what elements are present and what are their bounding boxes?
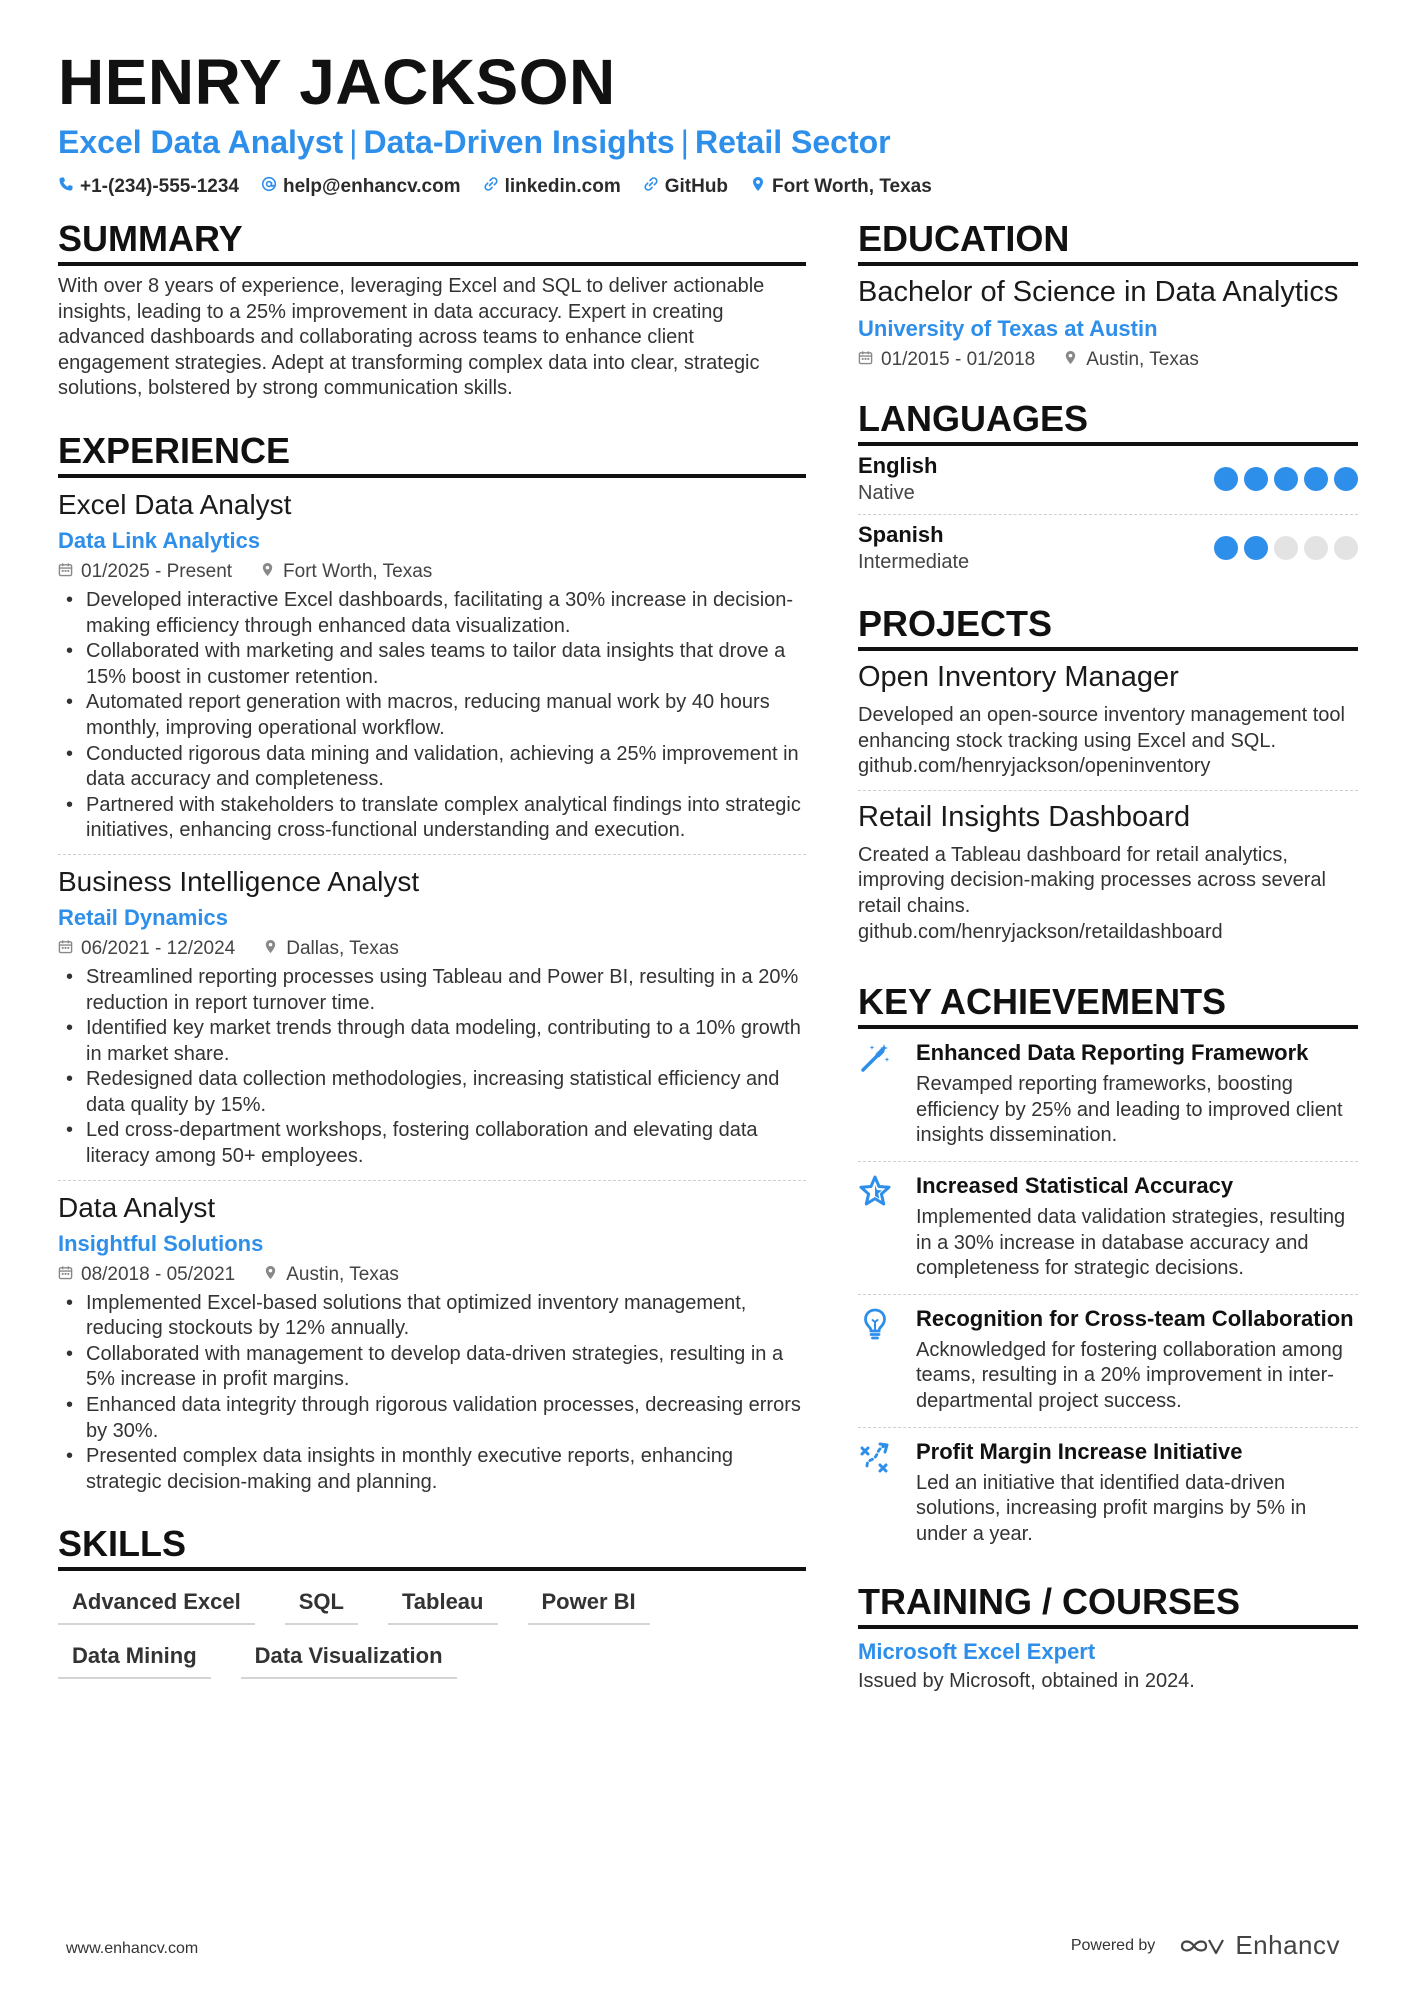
job-dates-text: 01/2025 - Present [81, 560, 233, 582]
job-bullet: • Enhanced data integrity through rigorous validation processes, decreasing errors by 30%. [58, 1393, 806, 1444]
education-heading: EDUCATION [858, 218, 1358, 266]
language-name: Spanish [858, 522, 944, 547]
job-location [260, 560, 432, 584]
education-dates-text: 01/2015 - 01/2018 [881, 349, 1036, 370]
job-entry [58, 855, 806, 1181]
language-name: English [858, 453, 938, 478]
achievement-item [858, 1295, 1358, 1428]
project-description [858, 703, 1358, 780]
contact-email[interactable] [261, 176, 461, 198]
contact-linkedin[interactable] [483, 176, 621, 198]
achievement-description: Acknowledged for fostering collaboration among teams, resulting in a 20% improvement in inter-departmental project success. [916, 1338, 1343, 1412]
project-desc-text: Created a Tableau dashboard for retail analytics, improving decision-making processes across several retail chains. [858, 843, 1326, 917]
location-pin-icon [260, 560, 275, 584]
projects-heading: PROJECTS [858, 603, 1358, 651]
experience-section [58, 430, 806, 1505]
education-section [858, 218, 1358, 372]
project-item [858, 791, 1358, 955]
calendar-icon [58, 1263, 73, 1287]
job-location-text: Fort Worth, Texas [283, 560, 433, 582]
rating-dot-filled [1304, 467, 1328, 491]
job-bullet: • Streamlined reporting processes using Tableau and Power BI, resulting in a 20% reduction in report turnover time. [58, 965, 806, 1016]
summary-text: With over 8 years of experience, leveraging Excel and SQL to deliver actionable insights, leading to a 25% improvement in data accuracy. Expert in creating advanced dashboards and collaborating across teams to enhance client engagement strategies. Adept at transforming complex data into clear, strategic solutions, bolstered by strong communication skills. [58, 275, 765, 400]
headline [58, 122, 1358, 162]
headline-separator: | [349, 124, 358, 160]
achievement-item [858, 1029, 1358, 1162]
projects-section [858, 603, 1358, 955]
achievements-heading: KEY ACHIEVEMENTS [858, 981, 1358, 1029]
achievement-item [858, 1428, 1358, 1560]
job-title: Excel Data Analyst [58, 488, 292, 520]
contact-bar [58, 176, 1358, 198]
resume-header [58, 48, 1358, 198]
project-desc-text: Developed an open-source inventory management tool enhancing stock tracking using Excel and SQL. [858, 704, 1345, 752]
achievement-description: Led an initiative that identified data-driven solutions, increasing profit margins by 5% in under a year. [916, 1471, 1307, 1545]
lightbulb-icon [858, 1305, 898, 1415]
job-bullet: • Redesigned data collection methodologies, increasing statistical efficiency and data quality by 15%. [58, 1067, 806, 1118]
job-entry [58, 478, 806, 855]
job-bullet: • Led cross-department workshops, fostering collaboration and elevating data literacy among 50+ employees. [58, 1118, 806, 1169]
achievement-title: Recognition for Cross-team Collaboration [916, 1305, 1354, 1331]
right-column [858, 218, 1358, 1695]
star-icon [858, 1172, 898, 1282]
rating-dot-filled [1244, 467, 1268, 491]
location-pin-icon [263, 1263, 278, 1287]
headline-part-1: Excel Data Analyst [58, 124, 344, 160]
skill-tag: Power BI [528, 1585, 650, 1625]
link-icon [643, 176, 659, 198]
job-bullets [58, 1291, 806, 1496]
education-location [1063, 348, 1199, 372]
language-level: Intermediate [858, 551, 970, 573]
project-title: Retail Insights Dashboard [858, 800, 1191, 833]
calendar-icon [58, 937, 73, 961]
skill-tag: Advanced Excel [58, 1585, 255, 1625]
job-location [263, 937, 399, 961]
footer-branding [1071, 1930, 1340, 1961]
rating-dot-empty [1334, 536, 1358, 560]
job-bullet: • Partnered with stakeholders to translate complex analytical findings into strategic initiatives, enhancing cross-functional understanding and execution. [58, 793, 806, 844]
achievement-description: Implemented data validation strategies, resulting in a 30% increase in database accuracy and completeness for strategic decisions. [916, 1205, 1346, 1280]
phone-icon [58, 176, 74, 198]
job-bullet: • Collaborated with marketing and sales teams to tailor data insights that drove a 15% boost in customer retention. [58, 639, 806, 690]
magic-wand-icon [858, 1039, 898, 1149]
brand-name: Enhancv [1235, 1930, 1340, 1960]
skills-section [58, 1523, 806, 1679]
linkedin-text: linkedin.com [504, 176, 621, 197]
enhancv-logo-icon [1179, 1934, 1225, 1958]
job-bullets [58, 588, 806, 844]
achievement-title: Profit Margin Increase Initiative [916, 1438, 1243, 1464]
rating-dot-empty [1304, 536, 1328, 560]
language-level: Native [858, 482, 915, 504]
location-text: Fort Worth, Texas [772, 176, 932, 197]
rating-dot-filled [1214, 467, 1238, 491]
skill-tag: Tableau [388, 1585, 498, 1625]
job-bullet: • Implemented Excel-based solutions that optimized inventory management, reducing stockouts by 12% annually. [58, 1291, 806, 1342]
achievement-title: Increased Statistical Accuracy [916, 1172, 1234, 1198]
email-text: help@enhancv.com [282, 176, 461, 197]
rating-dot-filled [1244, 536, 1268, 560]
headline-separator: | [680, 124, 689, 160]
job-dates-text: 06/2021 - 12/2024 [81, 937, 236, 959]
training-section [858, 1581, 1358, 1695]
rating-dot-filled [1274, 467, 1298, 491]
job-entry [58, 1181, 806, 1506]
rating-dot-empty [1274, 536, 1298, 560]
job-title: Data Analyst [58, 1191, 216, 1223]
experience-heading: EXPERIENCE [58, 430, 806, 478]
job-location [263, 1263, 399, 1287]
github-text: GitHub [664, 176, 729, 197]
job-bullet: • Presented complex data insights in monthly executive reports, enhancing strategic decision-making and planning. [58, 1444, 806, 1495]
at-icon [261, 176, 277, 198]
job-location-text: Austin, Texas [286, 1263, 399, 1285]
job-title: Business Intelligence Analyst [58, 865, 420, 897]
calendar-icon [58, 560, 73, 584]
candidate-name: HENRY JACKSON [58, 46, 616, 118]
strategy-icon [858, 1438, 898, 1548]
school-name: University of Texas at Austin [858, 316, 1158, 341]
summary-heading: SUMMARY [58, 218, 806, 266]
course-description: Issued by Microsoft, obtained in 2024. [858, 1670, 1195, 1693]
skill-tag: SQL [285, 1585, 358, 1625]
headline-part-3: Retail Sector [694, 124, 891, 160]
rating-dot-filled [1214, 536, 1238, 560]
contact-github[interactable] [643, 176, 728, 198]
left-column [58, 218, 806, 1679]
link-icon [483, 176, 499, 198]
education-location-text: Austin, Texas [1086, 349, 1199, 370]
job-dates [58, 937, 235, 961]
powered-by-label: Powered by [1070, 1936, 1156, 1954]
languages-heading: LANGUAGES [858, 398, 1358, 446]
course-name: Microsoft Excel Expert [858, 1639, 1096, 1665]
summary-section [58, 218, 806, 402]
job-dates-text: 08/2018 - 05/2021 [81, 1263, 236, 1285]
rating-dot-filled [1334, 467, 1358, 491]
contact-location [750, 176, 932, 198]
language-rating [1214, 467, 1358, 491]
contact-phone[interactable] [58, 176, 239, 198]
job-meta [58, 560, 806, 584]
location-pin-icon [1063, 348, 1078, 372]
location-pin-icon [263, 937, 278, 961]
headline-part-2: Data-Driven Insights [363, 124, 675, 160]
achievement-title: Enhanced Data Reporting Framework [916, 1040, 1309, 1066]
language-item [858, 446, 1358, 515]
footer-website[interactable]: www.enhancv.com [66, 1940, 199, 1957]
achievements-section [858, 981, 1358, 1559]
skills-list [58, 1585, 806, 1679]
project-item [858, 651, 1358, 791]
company-name: Data Link Analytics [58, 527, 261, 553]
skills-heading: SKILLS [58, 1523, 806, 1571]
job-location-text: Dallas, Texas [286, 937, 399, 959]
calendar-icon [858, 348, 873, 372]
languages-section [858, 398, 1358, 583]
job-bullet: • Automated report generation with macros, reducing manual work by 40 hours monthly, improving operational workflow. [58, 690, 806, 741]
company-name: Retail Dynamics [58, 904, 228, 930]
job-bullet: • Identified key market trends through data modeling, contributing to a 10% growth in market share. [58, 1016, 806, 1067]
degree-title: Bachelor of Science in Data Analytics [858, 276, 1339, 308]
job-bullet: • Developed interactive Excel dashboards, facilitating a 30% increase in decision-making efficiency through enhanced data visualization. [58, 588, 806, 639]
project-link[interactable]: github.com/henryjackson/retaildashboard [858, 920, 1223, 943]
project-description [858, 843, 1358, 945]
location-pin-icon [750, 176, 766, 198]
enhancv-logo[interactable] [1179, 1930, 1340, 1961]
job-bullet: • Collaborated with management to develop data-driven strategies, resulting in a 5% increase in profit margins. [58, 1342, 806, 1393]
language-item [858, 515, 1358, 583]
achievement-description: Revamped reporting frameworks, boosting efficiency by 25% and leading to improved client insights dissemination. [916, 1073, 1343, 1147]
job-meta [58, 937, 806, 961]
project-link[interactable]: github.com/henryjackson/openinventory [858, 755, 1211, 778]
job-bullet: • Conducted rigorous data mining and validation, achieving a 25% improvement in data accuracy and completeness. [58, 742, 806, 793]
job-meta [58, 1263, 806, 1287]
project-title: Open Inventory Manager [858, 661, 1179, 693]
job-bullets [58, 965, 806, 1170]
education-meta [858, 348, 1358, 372]
job-dates [58, 560, 232, 584]
job-dates [58, 1263, 235, 1287]
education-dates [858, 348, 1035, 372]
skill-tag: Data Mining [58, 1639, 211, 1679]
training-heading: TRAINING / COURSES [858, 1581, 1358, 1629]
achievement-item [858, 1162, 1358, 1295]
skill-tag: Data Visualization [241, 1639, 457, 1679]
company-name: Insightful Solutions [58, 1230, 264, 1256]
language-rating [1214, 536, 1358, 560]
phone-text: +1-(234)-555-1234 [80, 176, 239, 197]
